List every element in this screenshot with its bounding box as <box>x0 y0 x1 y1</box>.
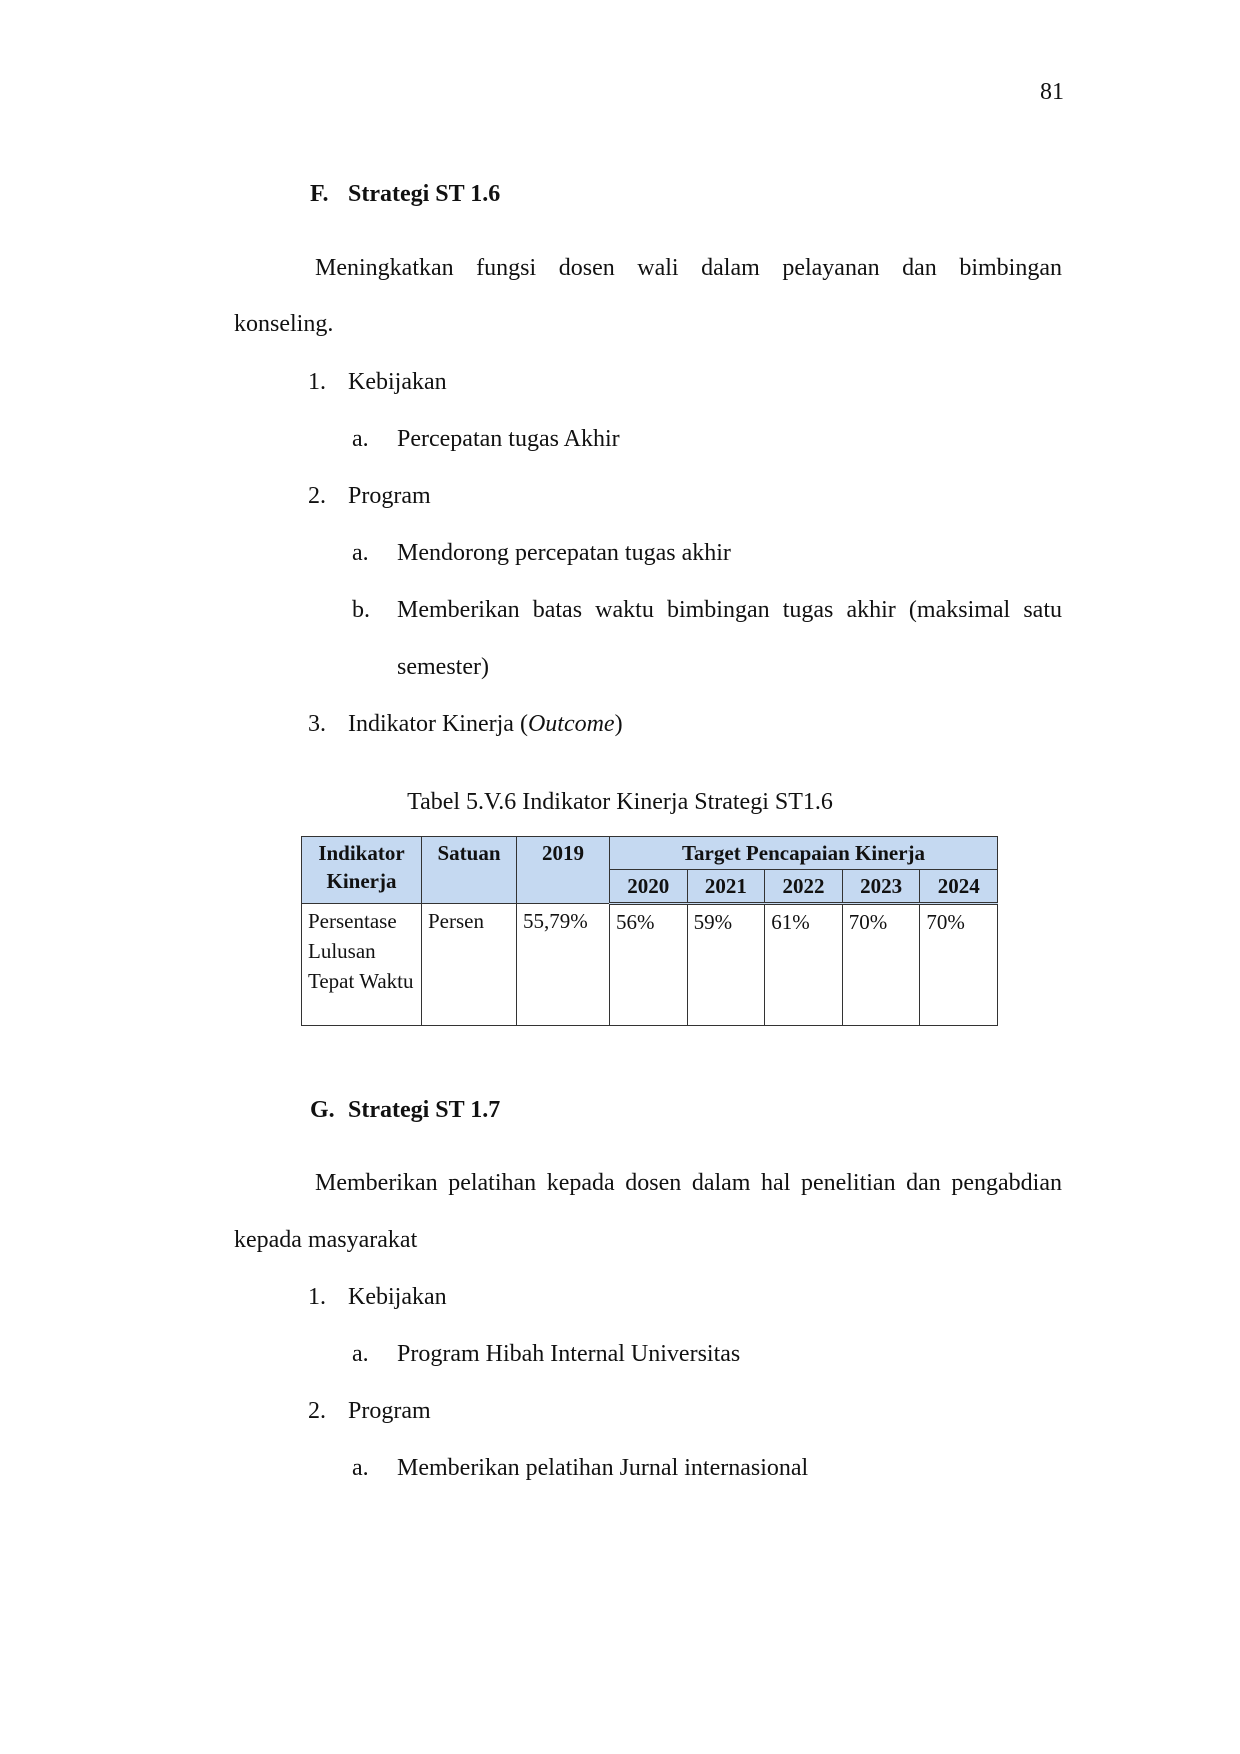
section-g-title: Strategi ST 1.7 <box>348 1097 501 1123</box>
header-satuan: Satuan <box>422 837 517 904</box>
cell-2024: 70% <box>920 904 998 1026</box>
section-g-label: G. <box>310 1097 335 1123</box>
section-g-intro-line2: kepada masyarakat <box>234 1227 418 1253</box>
section-g-intro-line1: Memberikan pelatihan kepada dosen dalam hal penelitian dan pengabdian <box>315 1170 1062 1196</box>
indikator-kinerja-table <box>301 836 998 1026</box>
header-year-2021: 2021 <box>687 870 765 904</box>
header-year-2022: 2022 <box>765 870 843 904</box>
cell-2020: 56% <box>610 904 688 1026</box>
cell-2019: 55,79% <box>517 904 610 1026</box>
cell-2021: 59% <box>687 904 765 1026</box>
section-f-program-item-b-line2: semester) <box>397 654 489 680</box>
section-g-kebijakan-item-a: a. Program Hibah Internal Universitas <box>352 1341 741 1367</box>
section-g-program-item-a: a. Memberikan pelatihan Jurnal internasional <box>352 1455 809 1481</box>
section-f-label: F. <box>310 181 329 207</box>
cell-satuan: Persen <box>422 904 517 1026</box>
section-f-program-item-b: b. Memberikan batas waktu bimbingan tugas akhir (maksimal satu <box>352 597 1062 623</box>
section-f-title: Strategi ST 1.6 <box>348 181 501 207</box>
table-row <box>302 904 998 1026</box>
section-f-kebijakan-item-a: a. Percepatan tugas Akhir <box>352 426 620 452</box>
header-year-2024: 2024 <box>920 870 998 904</box>
section-f-program: 2. Program <box>308 483 431 509</box>
section-f-intro-line1: Meningkatkan fungsi dosen wali dalam pelayanan dan bimbingan <box>315 255 1062 281</box>
cell-2022: 61% <box>765 904 843 1026</box>
header-year-2020: 2020 <box>610 870 688 904</box>
header-2019: 2019 <box>517 837 610 904</box>
section-f-heading <box>310 182 500 206</box>
cell-indikator: Persentase Lulusan Tepat Waktu <box>302 904 422 1026</box>
section-f-indikator: 3. Indikator Kinerja (Outcome) <box>308 711 623 737</box>
section-g-program: 2. Program <box>308 1398 431 1424</box>
table-caption: Tabel 5.V.6 Indikator Kinerja Strategi ST1.6 <box>407 789 833 815</box>
header-target-group: Target Pencapaian Kinerja <box>610 837 998 870</box>
header-indikator: Indikator Kinerja <box>302 837 422 904</box>
section-f-kebijakan: 1. Kebijakan <box>308 369 447 395</box>
section-f-program-item-a: a. Mendorong percepatan tugas akhir <box>352 540 731 566</box>
section-g-heading <box>310 1098 500 1122</box>
page-number: 81 <box>1040 79 1064 105</box>
cell-2023: 70% <box>842 904 920 1026</box>
header-year-2023: 2023 <box>842 870 920 904</box>
section-g-kebijakan: 1. Kebijakan <box>308 1284 447 1310</box>
section-f-intro-line2: konseling. <box>234 311 334 337</box>
